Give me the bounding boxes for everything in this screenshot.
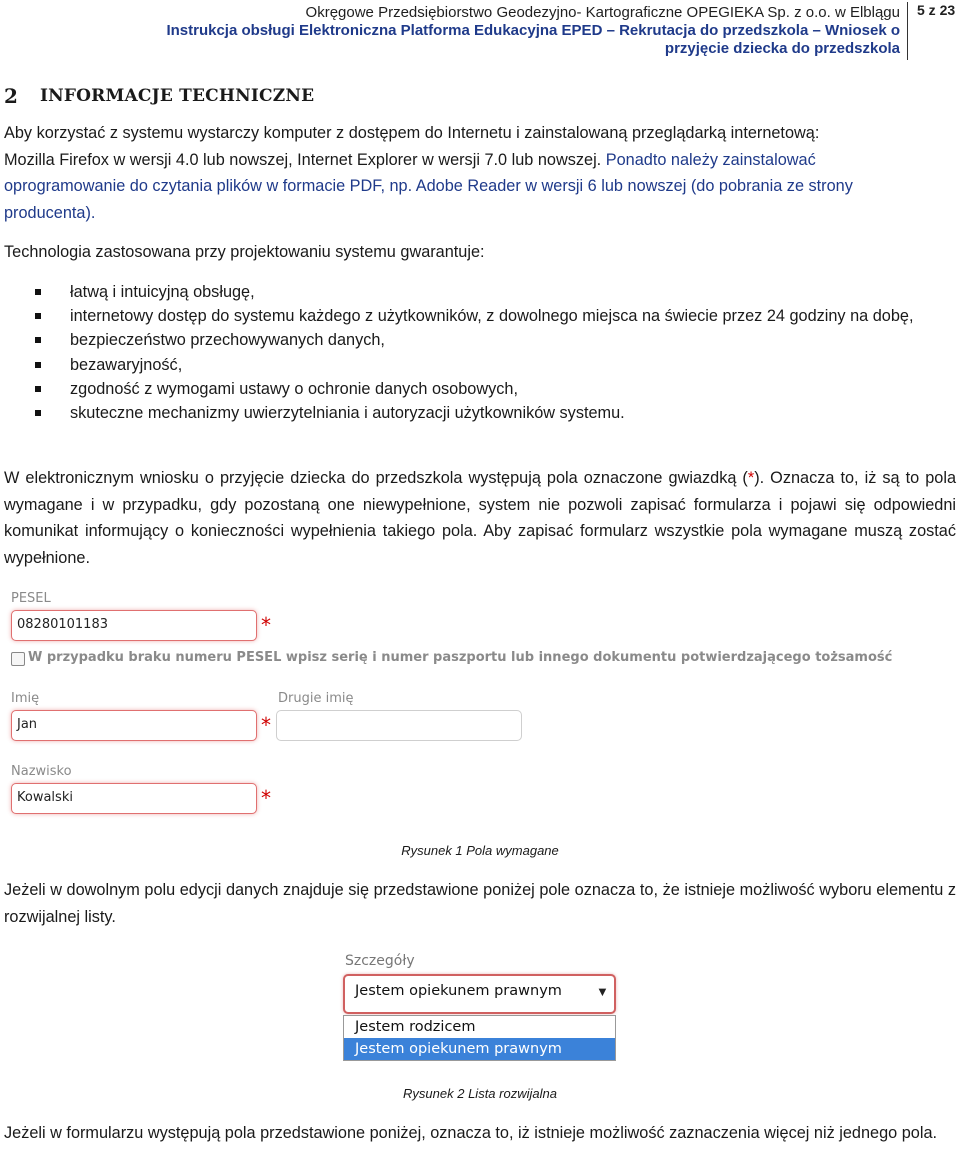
- option-legal-guardian[interactable]: Jestem opiekunem prawnym: [344, 1038, 615, 1060]
- bullet-square-icon: [35, 410, 41, 416]
- tech-list-item-text: skuteczne mechanizmy uwierzytelniania i autoryzacji użytkowników systemu.: [70, 404, 625, 423]
- page-number: 5 z 23: [917, 2, 956, 18]
- required-star: *: [747, 469, 755, 487]
- no-pesel-label: W przypadku braku numeru PESEL wpisz serię i numer paszportu lub innego dokumentu potwierdzającego tożsamość: [28, 650, 893, 665]
- bullet-square-icon: [35, 386, 41, 392]
- no-pesel-checkbox[interactable]: [11, 652, 25, 666]
- tech-list-item: [4, 401, 956, 425]
- tech-list-item: [4, 304, 956, 328]
- intro-line-2-blue: Ponadto należy zainstalować: [605, 150, 816, 169]
- surname-label: Nazwisko: [11, 764, 72, 779]
- required-fields-paragraph: [4, 465, 956, 571]
- figure-2-caption: Rysunek 2 Lista rozwijalna: [403, 1086, 557, 1101]
- bullet-square-icon: [35, 337, 41, 343]
- tech-list-item-text: bezawaryjność,: [70, 355, 183, 374]
- required-star-icon: *: [261, 786, 271, 810]
- header-company: Okręgowe Przedsiębiorstwo Geodezyjno- Kartograficzne OPEGIEKA Sp. z o.o. w Elblągu: [305, 4, 900, 21]
- second-name-label: Drugie imię: [278, 691, 354, 706]
- section-number: 2: [4, 84, 18, 108]
- tech-list-item: [4, 353, 956, 377]
- chevron-down-icon: ▼: [596, 984, 609, 999]
- surname-input[interactable]: Kowalski: [11, 783, 257, 814]
- bullet-square-icon: [35, 362, 41, 368]
- pesel-label: PESEL: [11, 591, 51, 606]
- tech-heading: Technologia zastosowana przy projektowaniu systemu gwarantuje:: [4, 243, 485, 261]
- tech-list-item-text: bezpieczeństwo przechowywanych danych,: [70, 331, 385, 350]
- tech-list-item-text: łatwą i intuicyjną obsługę,: [70, 283, 255, 301]
- first-name-input[interactable]: Jan: [11, 710, 257, 741]
- header-doc-title-cont: przyjęcie dziecka do przedszkola: [664, 40, 900, 57]
- required-text-1: W elektronicznym wniosku o przyjęcie dziecka do przedszkola występują pola oznaczone gwiazdką (: [4, 469, 748, 487]
- tech-list-item: [4, 377, 956, 401]
- figure-1-caption: Rysunek 1 Pola wymagane: [401, 843, 559, 858]
- intro-line-4: producenta).: [4, 203, 96, 222]
- intro-line-1: Aby korzystać z systemu wystarczy komputer z dostępem do Internetu i zainstalowaną przeglądarką internetową:: [4, 124, 820, 142]
- tech-list-item: [4, 280, 956, 304]
- intro-line-3: oprogramowanie do czytania plików w formacie PDF, np. Adobe Reader w wersji 6 lub nowszej (do pobrania ze strony: [4, 177, 853, 195]
- required-star-icon: *: [261, 713, 271, 737]
- bullet-square-icon: [35, 289, 41, 295]
- pesel-input[interactable]: 08280101183: [11, 610, 257, 641]
- checkbox-paragraph: Jeżeli w formularzu występują pola przedstawione poniżej, oznacza to, iż istnieje możliwość zaznaczenia więcej niż jednego pola.: [4, 1124, 938, 1142]
- first-name-label: Imię: [11, 691, 40, 706]
- bullet-square-icon: [35, 313, 41, 319]
- option-parent[interactable]: Jestem rodzicem: [355, 1019, 476, 1035]
- tech-list: [4, 280, 956, 425]
- second-name-input[interactable]: [276, 710, 522, 741]
- intro-line-2-text: Mozilla Firefox w wersji 4.0 lub nowszej, Internet Explorer w wersji 7.0 lub nowszej.: [4, 150, 602, 169]
- required-star-icon: *: [261, 613, 271, 637]
- tech-list-item-text: zgodność z wymogami ustawy o ochronie danych osobowych,: [70, 379, 518, 398]
- section-title: INFORMACJE TECHNICZNE: [40, 86, 315, 106]
- required-text-2: ). Oznacza to, iż są to pola wymagane i w przypadku, gdy pozostaną one niewypełnione, system nie pozwoli zapisać formularza i pojawi się odpowiedni komunikat informujący o konieczności wypełnienia takiego pola. Aby zapisać formularz wszystkie pola wymagane muszą zostać wypełnione.: [4, 469, 956, 567]
- intro-line-2: [4, 147, 956, 174]
- details-selected-value: Jestem opiekunem prawnym: [355, 983, 562, 999]
- tech-list-item-text: internetowy dostęp do systemu każdego z użytkowników, z dowolnego miejsca na świecie przez 24 godziny na dobę,: [70, 307, 914, 326]
- intro-paragraph: [4, 120, 956, 226]
- header-doc-title: Instrukcja obsługi Elektroniczna Platforma Edukacyjna EPED – Rekrutacja do przedszkola – Wniosek o: [166, 22, 900, 39]
- details-label: Szczegóły: [345, 953, 415, 969]
- tech-list-item: [4, 328, 956, 352]
- header-divider: [907, 2, 908, 60]
- dropdown-paragraph: Jeżeli w dowolnym polu edycji danych znajduje się przedstawione poniżej pole oznacza to, że istnieje możliwość wyboru elementu z rozwijalnej listy.: [4, 881, 956, 926]
